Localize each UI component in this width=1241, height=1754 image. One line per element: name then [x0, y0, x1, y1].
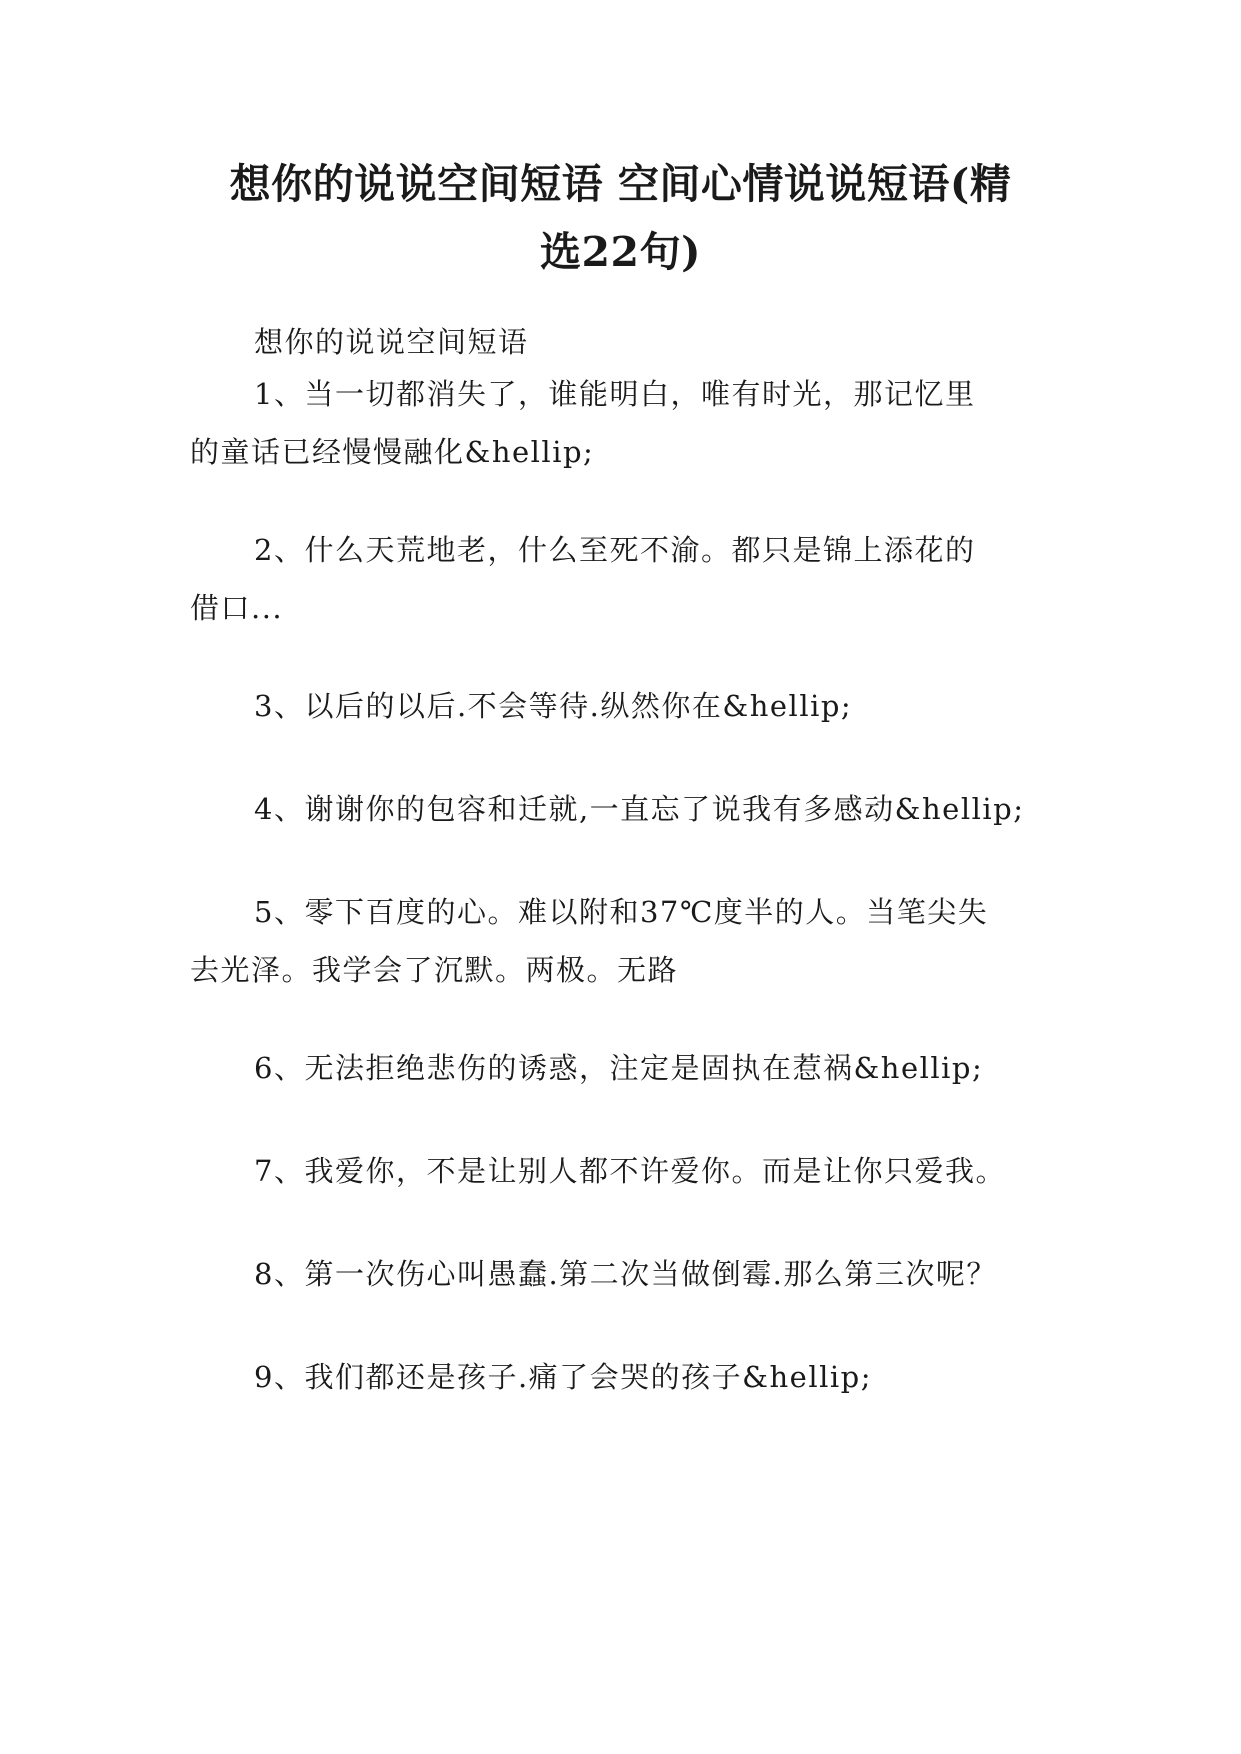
paragraph-line: 4、谢谢你的包容和迁就,一直忘了说我有多感动&hellip; — [254, 792, 1025, 826]
paragraph-8 — [190, 1245, 1070, 1303]
paragraph-line: 9、我们都还是孩子.痛了会哭的孩子&hellip; — [254, 1360, 872, 1394]
title-line-2: 选22句) — [540, 228, 701, 276]
paragraph-line: 3、以后的以后.不会等待.纵然你在&hellip; — [254, 689, 853, 723]
document-title — [150, 150, 1091, 286]
paragraph-line: 的童话已经慢慢融化&hellip; — [190, 435, 595, 469]
paragraph-4 — [190, 780, 1070, 838]
paragraph-line: 2、什么天荒地老，什么至死不渝。都只是锦上添花的 — [254, 533, 976, 567]
paragraph-3 — [190, 677, 1070, 735]
paragraph-5 — [190, 883, 1070, 999]
paragraph-2 — [190, 521, 1070, 637]
paragraph-line: 1、当一切都消失了，谁能明白，唯有时光，那记忆里 — [254, 377, 976, 411]
paragraph-line: 借口... — [190, 591, 284, 625]
paragraph-line: 去光泽。我学会了沉默。两极。无路 — [190, 953, 679, 987]
paragraph-6 — [190, 1039, 1070, 1097]
paragraph-line: 6、无法拒绝悲伤的诱惑，注定是固执在惹祸&hellip; — [254, 1051, 984, 1085]
paragraph-7 — [190, 1142, 1070, 1200]
paragraph-1 — [190, 365, 1070, 481]
paragraph-line: 5、零下百度的心。难以附和37℃度半的人。当笔尖失 — [254, 895, 989, 929]
paragraph-line: 7、我爱你，不是让别人都不许爱你。而是让你只爱我。 — [254, 1154, 1006, 1188]
paragraph-9 — [190, 1348, 1070, 1406]
paragraph-line: 8、第一次伤心叫愚蠢.第二次当做倒霉.那么第三次呢？ — [254, 1257, 997, 1291]
section-heading — [190, 313, 1070, 371]
section-heading-text: 想你的说说空间短语 — [254, 325, 529, 359]
title-line-1: 想你的说说空间短语 空间心情说说短语(精 — [229, 160, 1012, 208]
